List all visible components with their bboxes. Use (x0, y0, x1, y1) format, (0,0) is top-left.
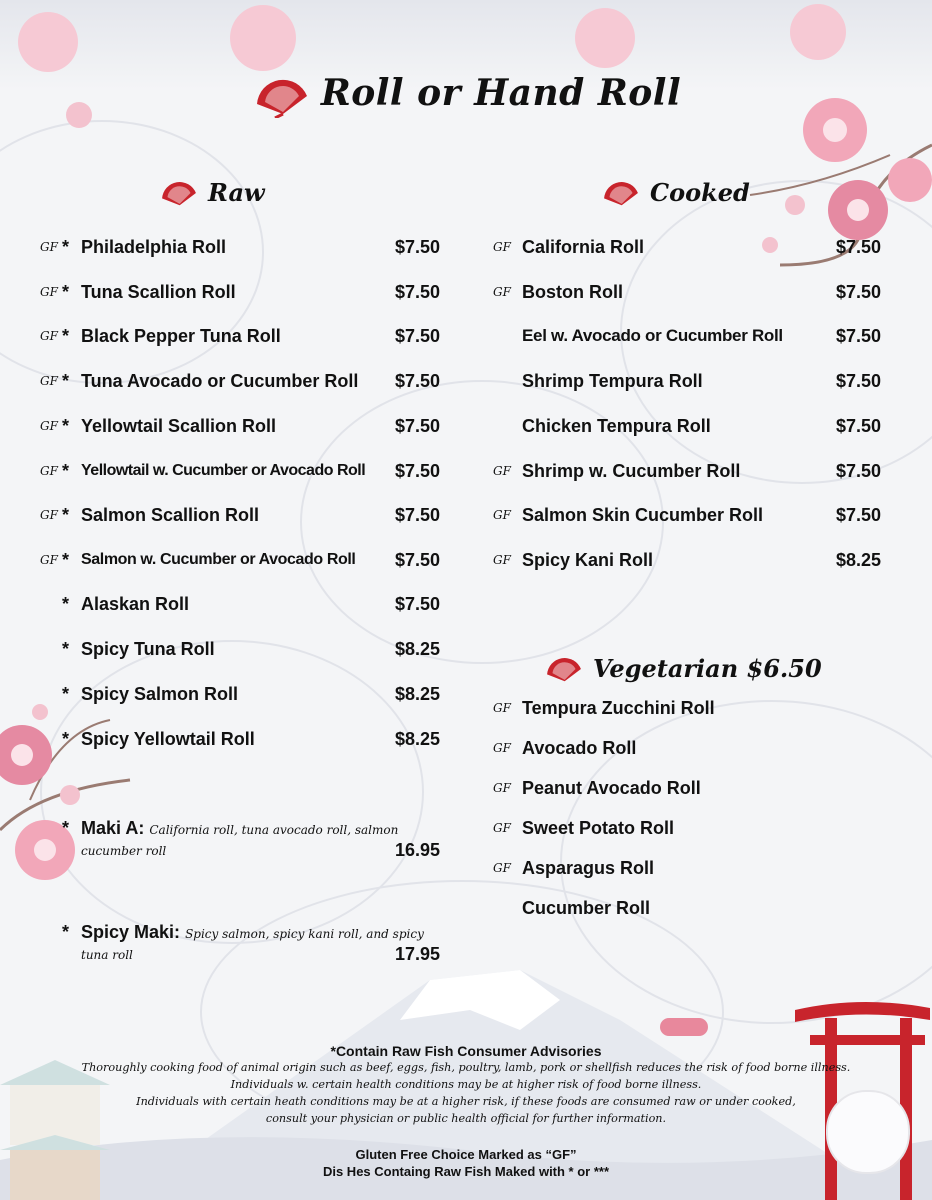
menu-item: Shrimp Tempura Roll $7.50 (522, 371, 881, 391)
menu-item: GF Asparagus Roll (493, 858, 655, 878)
gf-note: Gluten Free Choice Marked as “GF” (355, 1147, 577, 1162)
consumer-advisory (0, 1043, 932, 1127)
menu-item: * Alaskan Roll $7.50 (62, 594, 440, 614)
menu-item: * Spicy Yellowtail Roll $8.25 (62, 729, 440, 749)
advisory-line: Individuals with certain heath conditions may be at a higher risk, if these foods are consumed raw or under cooked, (136, 1095, 796, 1108)
menu-item: GF Sweet Potato Roll (493, 818, 675, 838)
menu-item: Eel w. Avocado or Cucumber Roll $7.50 (522, 326, 881, 346)
menu-item: GF Salmon Skin Cucumber Roll $7.50 (493, 505, 881, 525)
menu-item: GF * Tuna Scallion Roll $7.50 (40, 282, 440, 302)
page-title (0, 72, 932, 118)
menu-item: GF Avocado Roll (493, 738, 637, 758)
vegetarian-heading: Vegetarian $6.50 (543, 652, 822, 684)
menu-item: GF * Yellowtail Scallion Roll $7.50 (40, 416, 440, 436)
fan-icon (158, 178, 200, 208)
legend-notes (0, 1146, 932, 1180)
menu-item: GF Peanut Avocado Roll (493, 778, 701, 798)
fan-icon (251, 74, 313, 118)
cherry-blossom-icon (230, 5, 296, 71)
menu-item: GF * Salmon w. Cucumber or Avocado Roll $7.50 (40, 550, 440, 570)
raw-fish-note: Dis Hes Containg Raw Fish Maked with * or *** (322, 1164, 610, 1179)
koi-fish-icon (660, 1018, 708, 1036)
menu-item: GF Boston Roll $7.50 (493, 282, 881, 302)
menu-item: GF Spicy Kani Roll $8.25 (493, 550, 881, 570)
menu-item: GF * Yellowtail w. Cucumber or Avocado Roll $7.50 (40, 461, 440, 481)
menu-item: Chicken Tempura Roll $7.50 (522, 416, 881, 436)
cherry-blossom-icon (575, 8, 635, 68)
cherry-blossom-icon (18, 12, 78, 72)
menu-item: GF * Philadelphia Roll $7.50 (40, 237, 440, 257)
advisory-line: Individuals w. certain health conditions may be at higher risk of food borne illness. (230, 1078, 702, 1091)
fan-icon (543, 654, 585, 684)
advisory-heading: *Contain Raw Fish Consumer Advisories (330, 1043, 602, 1059)
menu-item: GF Shrimp w. Cucumber Roll $7.50 (493, 461, 881, 481)
title-text: Roll or Hand Roll (320, 72, 682, 114)
menu-item: Cucumber Roll (522, 898, 651, 918)
menu-item: GF California Roll $7.50 (493, 237, 881, 257)
fan-icon (600, 178, 642, 208)
cherry-blossom-icon (790, 4, 846, 60)
advisory-line: consult your physician or public health official for further information. (265, 1112, 667, 1125)
maki-combo: * Spicy Maki: Spicy salmon, spicy kani roll, and spicy tuna roll 17.95 (62, 922, 440, 964)
advisory-line: Thoroughly cooking food of animal origin such as beef, eggs, fish, poultry, lamb, pork or shellfish reduces the risk of food borne illness. (81, 1061, 851, 1074)
maki-combo: * Maki A: California roll, tuna avocado roll, salmon cucumber roll 16.95 (62, 818, 440, 860)
menu-item: GF * Tuna Avocado or Cucumber Roll $7.50 (40, 371, 440, 391)
raw-heading: Raw (158, 176, 265, 208)
menu-item: GF * Black Pepper Tuna Roll $7.50 (40, 326, 440, 346)
menu-item: * Spicy Salmon Roll $8.25 (62, 684, 440, 704)
menu-item: GF * Salmon Scallion Roll $7.50 (40, 505, 440, 525)
cooked-heading: Cooked (600, 176, 750, 208)
menu-item: GF Tempura Zucchini Roll (493, 698, 715, 718)
menu-item: * Spicy Tuna Roll $8.25 (62, 639, 440, 659)
